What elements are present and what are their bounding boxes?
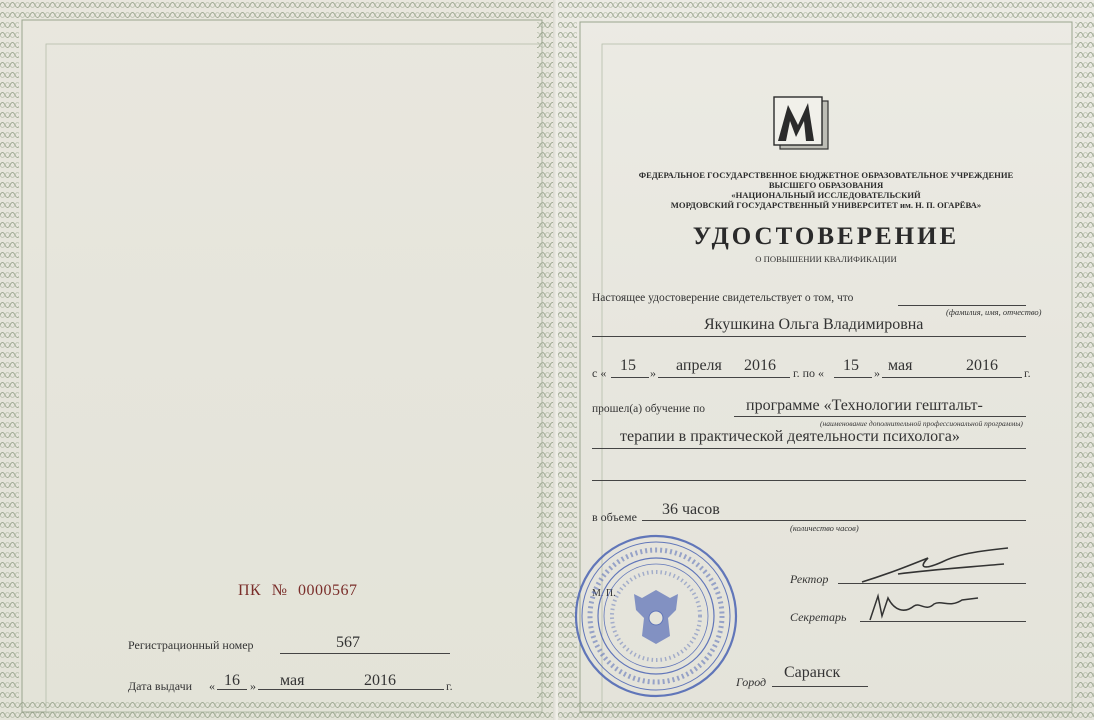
issue-month: мая [280, 672, 305, 689]
institution-line-2: ВЫСШЕГО ОБРАЗОВАНИЯ [768, 180, 884, 190]
volume-line [642, 520, 1026, 521]
from-day-line [611, 377, 649, 378]
program-line-1 [734, 416, 1026, 417]
from-month-year-line [658, 377, 790, 378]
full-name-line [592, 336, 1026, 337]
to-month-year-line [882, 377, 1022, 378]
city-value: Саранск [784, 664, 841, 681]
issue-open-quote: « [209, 679, 215, 693]
issue-day: 16 [224, 672, 240, 689]
to-month: мая [888, 357, 913, 374]
program-line-3 [592, 480, 1026, 481]
serial-digits: 0000567 [298, 582, 358, 599]
institution-line-4: МОРДОВСКИЙ ГОСУДАРСТВЕННЫЙ УНИВЕРСИТЕТ им. Н. П. ОГАРЁВА» [670, 200, 982, 210]
secretary-signature-icon [864, 590, 984, 626]
to-year-suffix: г. [1024, 366, 1031, 380]
issue-year: 2016 [364, 672, 396, 689]
from-day: 15 [620, 357, 636, 374]
from-year: 2016 [744, 357, 776, 374]
registration-label: Регистрационный номер [128, 638, 254, 652]
university-logo-icon [772, 95, 832, 155]
official-stamp-icon [572, 532, 740, 700]
volume-hint: (количество часов) [790, 523, 859, 533]
serial-prefix: ПК [238, 582, 262, 599]
from-close-quote: » [650, 366, 656, 380]
stamp-place-mark: М. П. [592, 588, 616, 599]
full-name: Якушкина Ольга Владимировна [704, 316, 924, 333]
from-month: апреля [676, 357, 722, 374]
to-close-quote: » [874, 366, 880, 380]
registration-line [280, 653, 450, 654]
institution-line-1: ФЕДЕРАЛЬНОЕ ГОСУДАРСТВЕННОЕ БЮДЖЕТНОЕ ОБРАЗОВАТЕЛЬНОЕ УЧРЕЖДЕНИЕ [638, 170, 1014, 180]
issue-close-quote: » [250, 679, 256, 693]
right-page [558, 0, 1094, 720]
program-name-line-2: терапии в практической деятельности психолога» [620, 428, 960, 445]
to-day: 15 [843, 357, 859, 374]
program-name-line-1: программе «Технологии гештальт- [746, 397, 983, 414]
program-hint: (наименование дополнительной профессиональной программы) [820, 419, 1023, 428]
to-year: 2016 [966, 357, 998, 374]
period-from-prefix: с « [592, 366, 607, 380]
institution-header [558, 170, 1094, 210]
document-title: УДОСТОВЕРЕНИЕ [692, 223, 960, 250]
volume-label: в объеме [592, 510, 637, 524]
registration-number: 567 [336, 634, 360, 651]
secretary-label: Секретарь [790, 610, 847, 624]
document-subtitle: О ПОВЫШЕНИИ КВАЛИФИКАЦИИ [755, 254, 897, 264]
city-line [772, 686, 868, 687]
program-label: прошел(а) обучение по [592, 403, 705, 415]
program-line-2 [592, 448, 1026, 449]
rector-signature-icon [858, 544, 1018, 586]
statement-text: Настоящее удостоверение свидетельствует о том, что [592, 292, 854, 304]
volume-value: 36 часов [662, 501, 720, 518]
serial-sign: № [271, 582, 288, 599]
city-label: Город [736, 675, 767, 689]
to-day-line [834, 377, 872, 378]
rector-label: Ректор [790, 572, 829, 586]
institution-line-3: «НАЦИОНАЛЬНЫЙ ИССЛЕДОВАТЕЛЬСКИЙ [731, 190, 921, 200]
from-year-suffix: г. по « [793, 366, 824, 380]
name-hint: (фамилия, имя, отчество) [946, 307, 1042, 317]
issue-year-suffix: г. [446, 679, 453, 693]
issue-date-label: Дата выдачи [128, 679, 193, 693]
statement-line [898, 305, 1026, 306]
serial-number [238, 582, 358, 600]
